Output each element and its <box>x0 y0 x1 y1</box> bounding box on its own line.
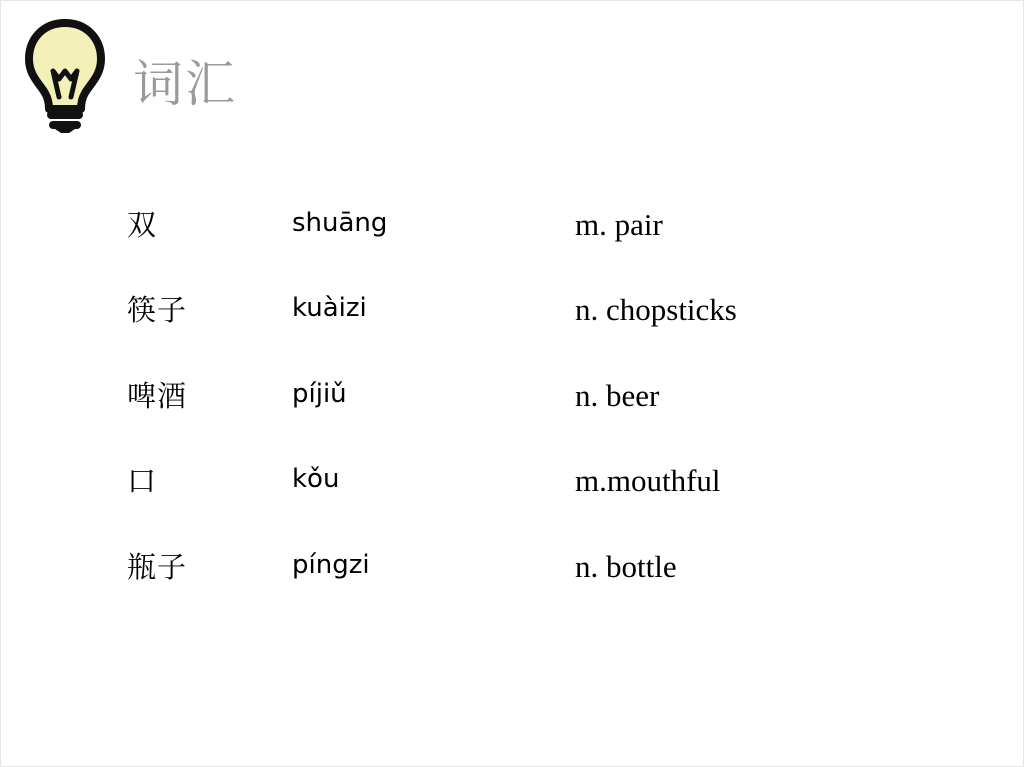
hanzi-text: 口 <box>127 464 158 498</box>
vocab-row <box>1 461 1023 521</box>
page-title: 词汇 <box>133 55 237 113</box>
meaning-text: m.mouthful <box>575 463 721 498</box>
vocab-row <box>1 205 1023 265</box>
vocab-row <box>1 547 1023 607</box>
meaning-text: n. bottle <box>575 549 677 584</box>
vocab-row <box>1 290 1023 350</box>
hanzi-text: 筷子 <box>127 293 188 327</box>
pinyin-text: shuāng <box>292 208 388 238</box>
vocab-row <box>1 376 1023 436</box>
lightbulb-icon <box>23 19 107 135</box>
meaning-text: m. pair <box>575 207 663 242</box>
pinyin-text: kuàizi <box>292 293 367 323</box>
pinyin-text: píngzi <box>292 550 370 580</box>
hanzi-text: 瓶子 <box>127 550 188 584</box>
pinyin-text: kǒu <box>292 464 340 494</box>
hanzi-text: 啤酒 <box>127 379 188 413</box>
hanzi-text: 双 <box>127 208 158 242</box>
meaning-text: n. chopsticks <box>575 292 737 327</box>
meaning-text: n. beer <box>575 378 660 413</box>
pinyin-text: píjiǔ <box>292 379 347 409</box>
